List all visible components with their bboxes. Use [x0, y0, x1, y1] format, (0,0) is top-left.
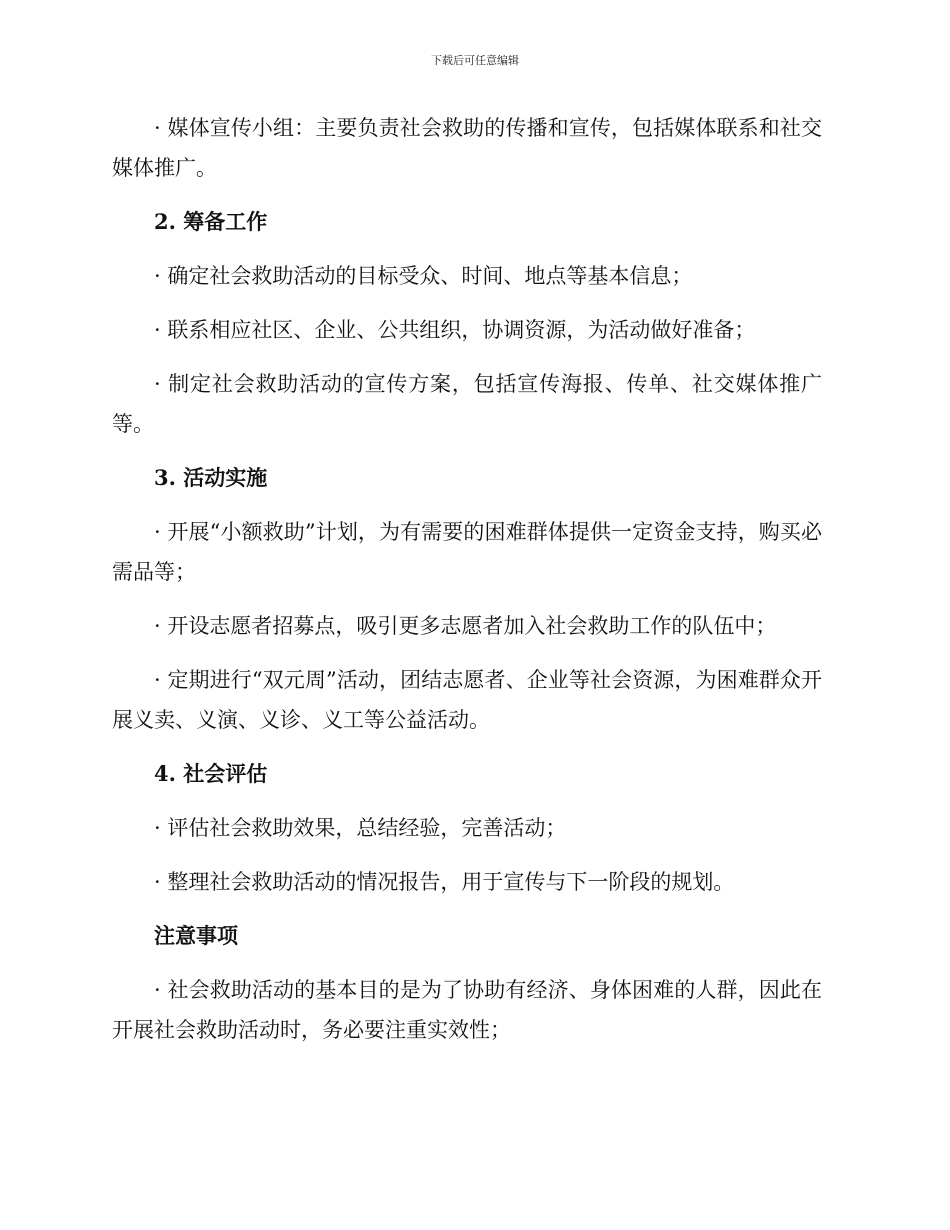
paragraph-publicity-plan: · 制定社会救助活动的宣传方案，包括宣传海报、传单、社交媒体推广等。	[112, 372, 822, 436]
paragraph-dual-week-activity: · 定期进行“双元周”活动，团结志愿者、企业等社会资源，为困难群众开展义卖、义演、义诊、义工等公益活动。	[112, 668, 822, 732]
paragraph-basic-purpose: · 社会救助活动的基本目的是为了协助有经济、身体困难的人群，因此在开展社会救助活动时，务必要注重实效性；	[112, 978, 822, 1042]
section-heading-preparation: 2. 筹备工作	[154, 209, 268, 234]
section-heading-implementation: 3. 活动实施	[154, 465, 268, 490]
paragraph-small-aid-plan: · 开展“小额救助”计划，为有需要的困难群体提供一定资金支持，购买必需品等；	[112, 520, 822, 584]
document-body	[112, 108, 822, 1064]
paragraph-evaluate-effect: · 评估社会救助效果，总结经验，完善活动；	[154, 816, 567, 840]
paragraph-target-info: · 确定社会救助活动的目标受众、时间、地点等基本信息；	[154, 264, 693, 288]
section-heading-evaluation: 4. 社会评估	[154, 761, 268, 786]
paragraph-media-team: · 媒体宣传小组：主要负责社会救助的传播和宣传，包括媒体联系和社交媒体推广。	[112, 116, 822, 180]
paragraph-volunteer-recruitment: · 开设志愿者招募点，吸引更多志愿者加入社会救助工作的队伍中；	[154, 614, 777, 638]
paragraph-activity-report: · 整理社会救助活动的情况报告，用于宣传与下一阶段的规划。	[154, 870, 735, 894]
paragraph-coordinate-resources: · 联系相应社区、企业、公共组织，协调资源，为活动做好准备；	[154, 318, 756, 342]
page-header: 下载后可任意编辑	[431, 54, 519, 67]
section-heading-notes: 注意事项	[154, 923, 238, 948]
